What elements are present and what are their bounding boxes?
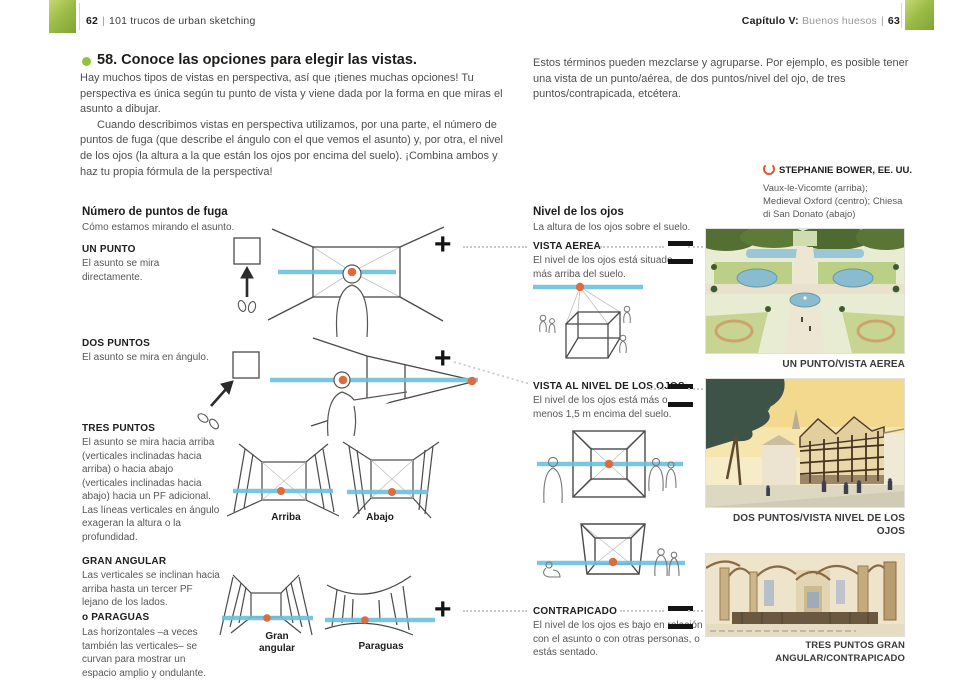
artwork-titles: Vaux-le-Vicomte (arriba); Medieval Oxford (centro); Chiesa di San Donato (abajo): [763, 183, 903, 220]
vp-item-label-dos-puntos: DOS PUNTOS: [82, 338, 150, 349]
tip-paragraph-3: Estos términos pueden mezclarse y agruparse. Por ejemplo, es posible tener una vista de un punto/aérea, de dos puntos/nivel del ojo, de tres puntos/contrapicada, etcétera.: [533, 57, 909, 101]
church-interior-watercolor: [706, 554, 904, 636]
header-divider-right: [901, 3, 902, 28]
figure-caption-3: TRES PUNTOS GRAN ANGULAR/CONTRAPICADO: [775, 640, 905, 664]
section-label: Buenos huesos: [801, 15, 877, 27]
eye-item-text-vista-aerea: El nivel de los ojos está situado más arriba del suelo.: [533, 255, 673, 280]
vp-item-text-paraguas: Las horizontales –a veces también las verticales– se curvan para mostrar un espacio amplio y ondulante.: [82, 627, 206, 679]
eye-item-text-contrapicado: El nivel de los ojos es bajo en relación con el asunto o con otras personas, o estás sentado.: [533, 620, 703, 658]
page-number-right: 63: [887, 15, 900, 27]
tip-body-right: [533, 56, 913, 103]
vp-subheading: Cómo estamos mirando el asunto.: [82, 222, 235, 233]
sketch-label-arriba: Arriba: [271, 512, 301, 523]
page-corner-green-left: [49, 0, 76, 33]
eye-subheading: La altura de los ojos sobre el suelo.: [533, 222, 691, 233]
one-point-sketch: [200, 225, 460, 337]
vp-item-text-dos-puntos: El asunto se mira en ángulo.: [82, 352, 209, 363]
vp-item-label-tres-puntos: TRES PUNTOS: [82, 423, 156, 434]
dotted-connector: [646, 388, 664, 390]
dotted-connector: [688, 610, 703, 612]
vp-item-text-tres-puntos: El asunto se mira hacia arriba (verticales inclinadas hacia arriba) o hacia abajo (verticales inclinadas hacia abajo) hacia un PF adicional. Las líneas verticales en ángulo exageran la altura o la profundidad.: [82, 437, 220, 543]
dotted-connector: [463, 610, 527, 612]
artist-credit-icon: [763, 163, 775, 175]
plus-icon-3: +: [434, 593, 452, 626]
book-title: 101 trucos de urban sketching: [109, 15, 256, 27]
page-number-left: 62: [86, 15, 99, 27]
vp-item-label-un-punto: UN PUNTO: [82, 244, 136, 255]
dotted-connector: [688, 388, 703, 390]
figure-medieval-oxford: [705, 378, 905, 508]
dotted-connector-sloped: [452, 356, 532, 388]
sketch-label-gran-angular: Gran angular: [258, 631, 296, 654]
figure-caption-1: UN PUNTO/VISTA AEREA: [782, 359, 905, 370]
page-header-left: [86, 15, 256, 27]
header-separator-left: |: [102, 15, 106, 27]
aerial-view-diagram: [533, 278, 703, 370]
sketch-label-paraguas: Paraguas: [358, 641, 404, 652]
tip-bullet-icon: [82, 57, 91, 66]
eye-item-label-vista-aerea: VISTA AEREA: [533, 241, 601, 252]
artist-name: STEPHANIE BOWER, EE. UU.: [779, 165, 913, 176]
header-separator-right: |: [880, 15, 884, 27]
garden-aerial-watercolor: [706, 229, 904, 353]
eye-item-text-nivel-ojos: El nivel de los ojos está más o menos 1,5 m encima del suelo.: [533, 395, 672, 420]
oxford-street-watercolor: [706, 379, 904, 507]
eye-item-label-nivel-ojos: VISTA AL NIVEL DE LOS OJOS: [533, 381, 685, 392]
tip-paragraph-2: Cuando describimos vistas en perspectiva utilizamos, por una parte, el número de puntos de fuga (que describe el ángulo con el que vemos el asunto) y, por otra, el nivel de los ojos (la altura a la que están los ojos por encima del suelo). ¡Combina ambos y haz tu propia fórmula de la perspectiva!: [80, 118, 503, 178]
dotted-connector: [688, 246, 703, 248]
low-view-diagram: [533, 518, 703, 592]
page-header-right: [600, 15, 900, 27]
dotted-connector: [600, 246, 664, 248]
figure-caption-2: DOS PUNTOS/VISTA NIVEL DE LOS OJOS: [732, 513, 905, 537]
sketch-label-abajo: Abajo: [366, 512, 394, 523]
equals-icon-1: [668, 241, 693, 264]
eye-heading: Nivel de los ojos: [533, 206, 624, 218]
eye-item-label-contrapicado: CONTRAPICADO: [533, 606, 618, 617]
tip-title: 58. Conoce las opciones para elegir las vistas.: [97, 52, 417, 68]
dotted-connector: [620, 610, 664, 612]
plus-icon-1: +: [434, 228, 452, 261]
vp-item-label-gran-angular: GRAN ANGULAR: [82, 556, 167, 567]
plus-icon-2: +: [434, 342, 452, 375]
tip-paragraph-1: Hay muchos tipos de vistas en perspectiva, así que ¡tienes muchas opciones! Tu perspectiva es única según tu punto de vista y viene dada por la forma en que miras el asunto a dibujar.: [80, 72, 503, 116]
figure-chiesa-san-donato: [705, 553, 905, 637]
figure-vaux-le-vicomte: [705, 228, 905, 354]
vp-item-label-paraguas: o PARAGUAS: [82, 612, 150, 623]
eye-level-diagram: [533, 425, 703, 510]
tip-body: [80, 71, 504, 180]
vp-item-text-gran-angular: Las verticales se inclinan hacia arriba hasta un tercer PF lejano de los lados.: [82, 570, 220, 608]
vp-heading: Número de puntos de fuga: [82, 206, 228, 218]
dotted-connector: [463, 246, 527, 248]
vp-item-text-un-punto: El asunto se mira directamente.: [82, 258, 160, 283]
chapter-label: Capítulo V:: [741, 15, 799, 27]
page-corner-green-right: [905, 0, 934, 30]
header-divider-left: [79, 3, 80, 30]
